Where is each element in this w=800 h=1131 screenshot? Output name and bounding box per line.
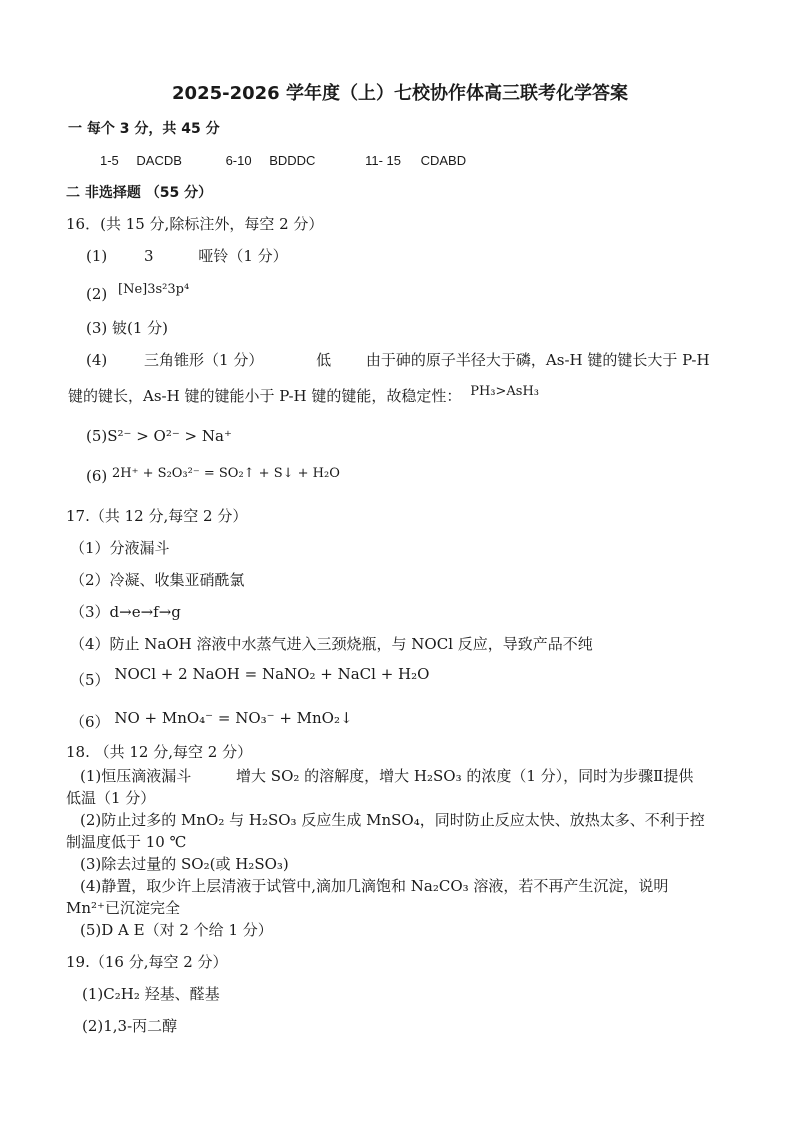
q19-header: 19.（16 分,每空 2 分） bbox=[66, 953, 228, 971]
section1-heading: 一 每个 3 分，共 45 分 bbox=[68, 121, 220, 137]
q16-a5: (5)S²⁻ > O²⁻ > Na⁺ bbox=[86, 427, 232, 445]
q16-a1-val2: 哑铃（1 分） bbox=[198, 247, 288, 265]
q18-a1-part2: 增大 SO₂ 的溶解度，增大 H₂SO₃ 的浓度（1 分），同时为步骤Ⅱ提供 bbox=[236, 767, 694, 785]
answer-range-1: 1-5 bbox=[100, 153, 119, 168]
q17-a2: （2）冷凝、收集亚硝酰氯 bbox=[70, 571, 245, 589]
q19-a1: (1)C₂H₂ 羟基、醛基 bbox=[82, 985, 220, 1003]
answer-range-3: 11- 15 bbox=[365, 153, 401, 168]
q16-a1-label: (1) bbox=[86, 247, 108, 265]
q16-a4-cont bbox=[68, 386, 539, 408]
q17-header: 17.（共 12 分,每空 2 分） bbox=[66, 507, 248, 525]
q18-a1-part1: (1)恒压滴液漏斗 bbox=[80, 767, 192, 785]
q17-a3: （3）d→e→f→g bbox=[70, 603, 181, 621]
answer-range-2: 6-10 bbox=[225, 153, 252, 168]
q17-a5 bbox=[70, 665, 430, 690]
q16-a6-label: (6) bbox=[86, 467, 108, 485]
q16-a4-reason-2: 键的键长，As-H 键的键能小于 P-H 键的键能，故稳定性： bbox=[68, 387, 462, 405]
q17-a1: （1）分液漏斗 bbox=[70, 539, 170, 557]
q16-header: 16．(共 15 分,除标注外，每空 2 分） bbox=[66, 215, 324, 233]
q18-a1 bbox=[80, 766, 693, 786]
q16-a4-stability: PH₃>AsH₃ bbox=[470, 384, 539, 399]
q18-header: 18. （共 12 分,每空 2 分） bbox=[66, 743, 253, 761]
q16-a4-reason-1: 由于砷的原子半径大于磷，As-H 键的键长大于 P-H bbox=[365, 351, 710, 369]
answer-keys-1: DACDB bbox=[136, 153, 182, 168]
q16-a1-val1: 3 bbox=[144, 247, 154, 265]
q18-a4: (4)静置，取少许上层清液于试管中,滴加几滴饱和 Na₂CO₃ 溶液，若不再产生沉淀，说明 bbox=[80, 877, 669, 895]
q17-a6-label: （6） bbox=[70, 713, 110, 731]
q18-a2-cont: 制温度低于 10 ℃ bbox=[66, 833, 187, 851]
q16-a2-label: (2) bbox=[86, 285, 108, 303]
q16-a3: (3) 铍(1 分) bbox=[86, 319, 169, 337]
answer-row bbox=[100, 151, 466, 171]
q18-a1-cont: 低温（1 分） bbox=[66, 789, 156, 807]
q16-a6 bbox=[86, 466, 340, 488]
q18-a3: (3)除去过量的 SO₂(或 H₂SO₃) bbox=[80, 855, 289, 873]
q18-a5: (5)D A E（对 2 个给 1 分） bbox=[80, 921, 273, 939]
q17-a5-equation: NOCl + 2 NaOH = NaNO₂ + NaCl + H₂O bbox=[114, 665, 430, 683]
q16-a1 bbox=[86, 246, 288, 266]
section2-heading: 二 非选择题 （55 分） bbox=[66, 185, 213, 201]
q16-a4-label: (4) bbox=[86, 351, 108, 369]
q16-a4-low: 低 bbox=[316, 351, 332, 369]
q16-a6-equation: 2H⁺ + S₂O₃²⁻ = SO₂↑ + S↓ + H₂O bbox=[112, 466, 340, 481]
q16-a4 bbox=[86, 350, 710, 370]
answer-keys-3: CDABD bbox=[420, 153, 467, 168]
q17-a4: （4）防止 NaOH 溶液中水蒸气进入三颈烧瓶，与 NOCl 反应，导致产品不纯 bbox=[70, 635, 593, 653]
q18-a2: (2)防止过多的 MnO₂ 与 H₂SO₃ 反应生成 MnSO₄，同时防止反应太快、放热太多、不利于控 bbox=[80, 811, 705, 829]
answer-keys-2: BDDDC bbox=[269, 153, 316, 168]
q18-a4-cont: Mn²⁺已沉淀完全 bbox=[66, 899, 180, 917]
q17-a6 bbox=[70, 709, 353, 732]
q17-a5-label: （5） bbox=[70, 671, 110, 689]
q17-a6-equation: NO + MnO₄⁻ = NO₃⁻ + MnO₂↓ bbox=[114, 709, 353, 727]
q16-a2-val: [Ne]3s²3p⁴ bbox=[118, 282, 190, 297]
q16-a2 bbox=[86, 284, 189, 306]
q19-a2: (2)1,3-丙二醇 bbox=[82, 1017, 178, 1035]
page-title: 2025-2026 学年度（上）七校协作体高三联考化学答案 bbox=[172, 83, 628, 104]
q16-a4-shape: 三角锥形（1 分） bbox=[144, 351, 264, 369]
